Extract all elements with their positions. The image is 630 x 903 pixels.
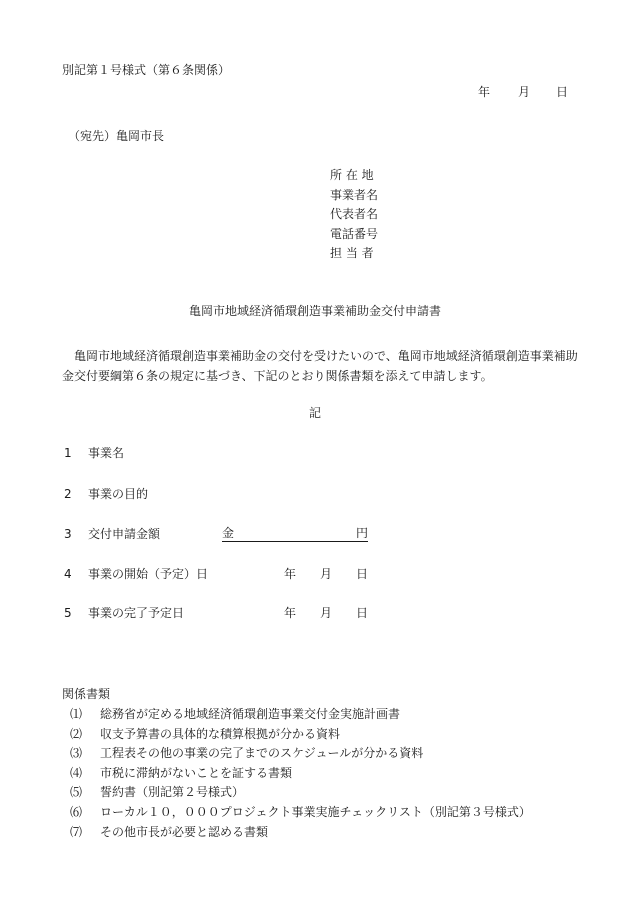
form-identifier: 別記第１号様式（第６条関係） bbox=[62, 63, 231, 77]
day-label: 日 bbox=[356, 606, 369, 620]
submission-date bbox=[478, 84, 568, 100]
document-title: 亀岡市地域経済循環創造事業補助金交付申請書 bbox=[188, 304, 441, 318]
list-item: ⑵ 収支予算書の具体的な積算根拠が分かる資料 bbox=[70, 726, 341, 741]
addressee: （宛先）亀岡市長 bbox=[68, 129, 165, 143]
list-item: ⑴ 総務省が定める地域経済循環創造事業交付金実施計画書 bbox=[70, 707, 401, 721]
year-label: 年 bbox=[284, 567, 297, 581]
day-label: 日 bbox=[556, 85, 569, 99]
amount-prefix: 金 bbox=[222, 526, 235, 540]
phone-field-label: 電話番号 bbox=[330, 226, 379, 241]
item-completion-date: 5 事業の完了予定日 bbox=[64, 606, 185, 620]
list-item: ⑹ ローカル１０，０００プロジェクト事業実施チェックリスト（別記第３号様式） bbox=[70, 804, 531, 819]
list-item: ⑶ 工程表その他の事業の完了までのスケジュールが分かる資料 bbox=[70, 746, 424, 761]
related-documents-list bbox=[70, 705, 531, 842]
completion-date-fields bbox=[284, 605, 368, 621]
month-label: 月 bbox=[320, 567, 333, 581]
application-statement: 亀岡市地域経済循環創造事業補助金の交付を受けたいので、亀岡市地域経済循環創造事業補助金交付要綱第６条の規定に基づき、下記のとおり関係書類を添えて申請します。 bbox=[62, 349, 578, 383]
list-item: ⑺ その他市長が必要と認める書類 bbox=[70, 824, 269, 839]
address-field-label: 所 在 地 bbox=[330, 168, 374, 182]
amount-field bbox=[222, 526, 368, 542]
month-label: 月 bbox=[320, 606, 333, 620]
related-documents-heading: 関係書類 bbox=[62, 687, 111, 701]
item-project-name: 1 事業名 bbox=[64, 446, 125, 460]
amount-suffix: 円 bbox=[355, 526, 368, 540]
year-label: 年 bbox=[284, 606, 297, 620]
item-requested-amount: 3 交付申請金額 bbox=[64, 527, 161, 541]
item-start-date: 4 事業の開始（予定）日 bbox=[64, 567, 209, 581]
ki-heading: 記 bbox=[308, 406, 321, 420]
item-project-purpose: 2 事業の目的 bbox=[64, 487, 149, 501]
start-date-fields bbox=[284, 566, 368, 582]
contact-person-field-label: 担 当 者 bbox=[330, 246, 374, 260]
year-label: 年 bbox=[478, 85, 491, 99]
list-item: ⑷ 市税に滞納がないことを証する書類 bbox=[70, 765, 293, 780]
day-label: 日 bbox=[356, 567, 369, 581]
business-name-field-label: 事業者名 bbox=[330, 187, 379, 202]
representative-field-label: 代表者名 bbox=[330, 207, 379, 221]
list-item: ⑸ 誓約書（別記第２号様式） bbox=[70, 785, 245, 800]
month-label: 月 bbox=[518, 85, 531, 99]
applicant-fields bbox=[330, 166, 378, 264]
